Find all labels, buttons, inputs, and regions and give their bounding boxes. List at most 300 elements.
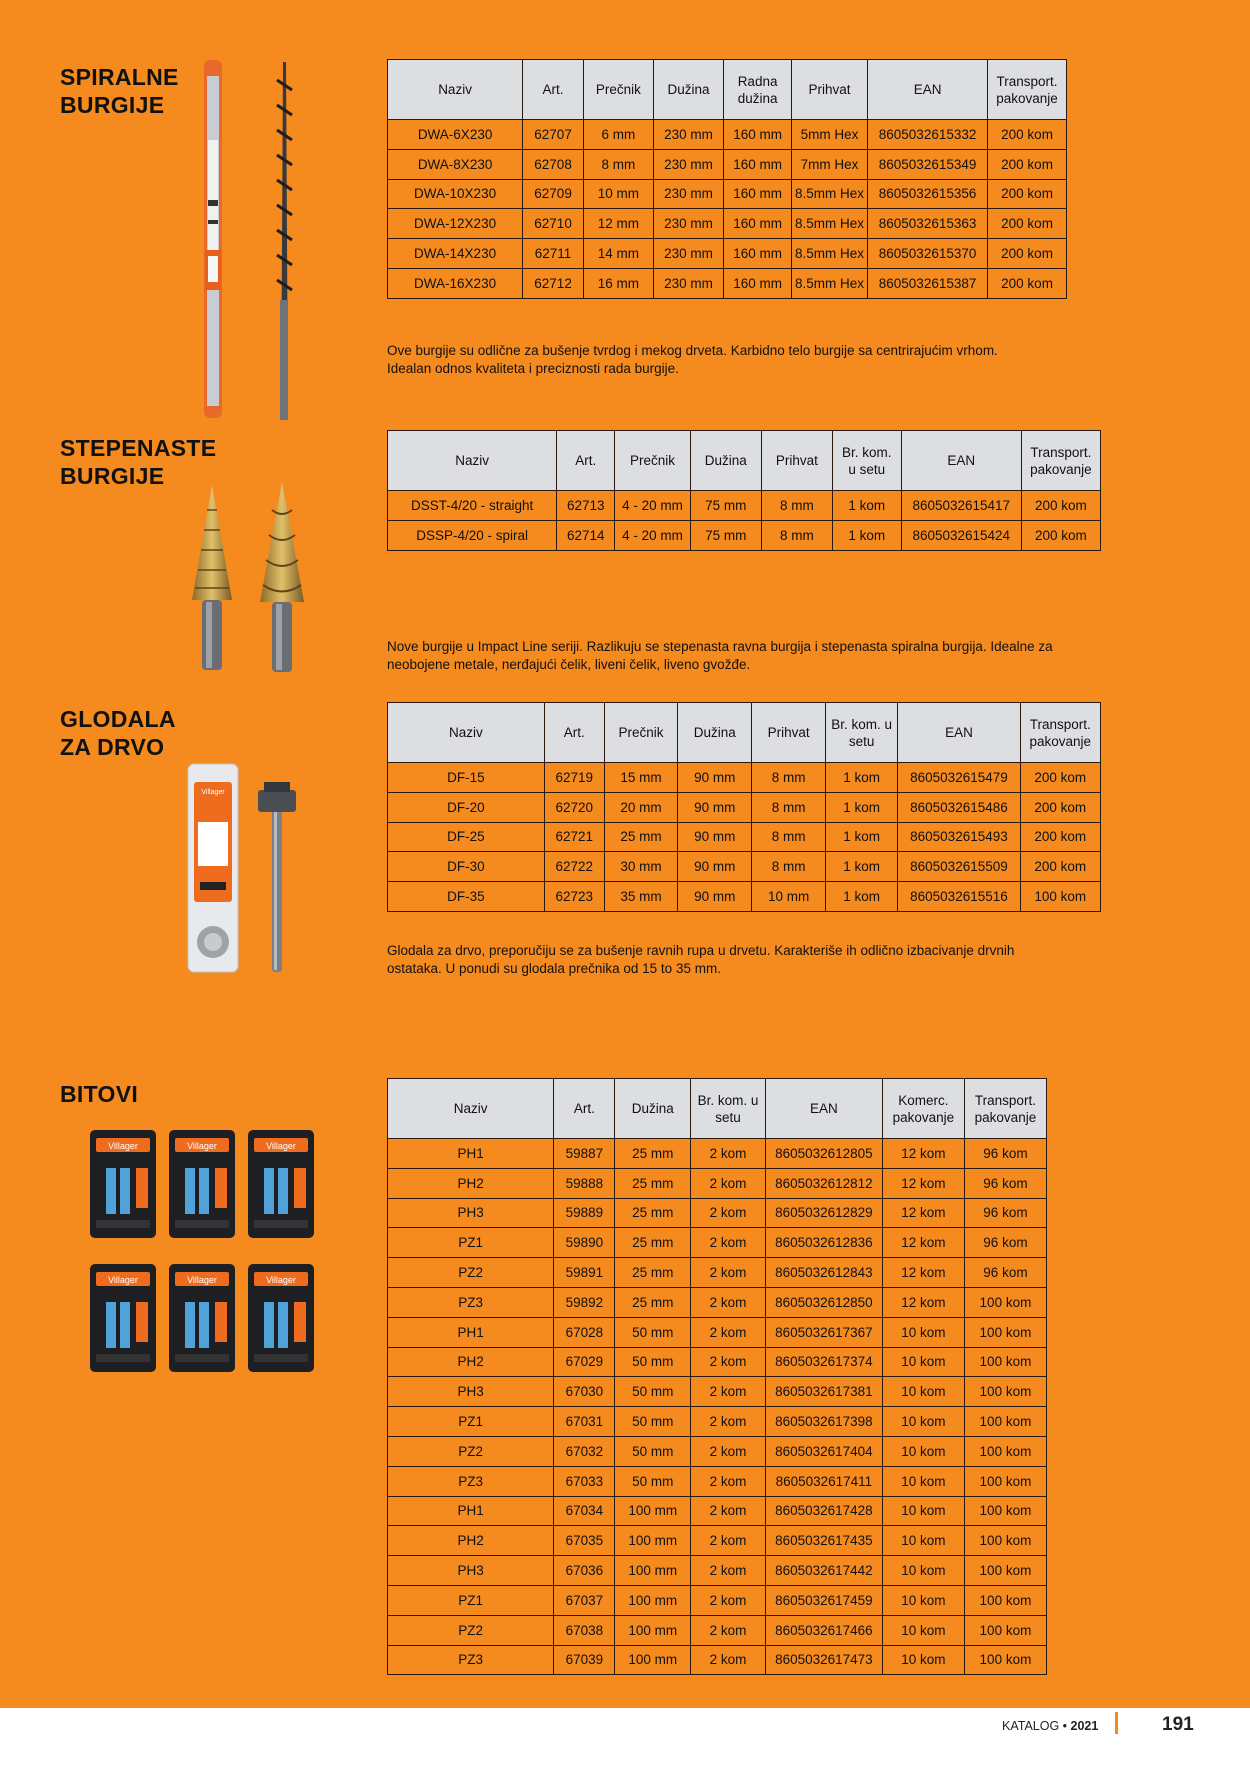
table-cell: 62713 xyxy=(557,491,615,521)
table-cell: 8605032612836 xyxy=(765,1228,882,1258)
table-cell: DF-30 xyxy=(388,852,545,882)
table-cell: PH2 xyxy=(388,1347,554,1377)
table-cell: 200 kom xyxy=(1020,763,1100,793)
table-header-row xyxy=(388,60,1067,120)
table-row xyxy=(388,1258,1047,1288)
table-row xyxy=(388,491,1101,521)
table-row xyxy=(388,1168,1047,1198)
page-footer xyxy=(0,1708,1250,1768)
table-cell: 1 kom xyxy=(832,520,901,550)
table-cell: 100 kom xyxy=(964,1436,1046,1466)
table-cell: 8605032617435 xyxy=(765,1526,882,1556)
table-cell: 59892 xyxy=(554,1287,615,1317)
table-cell: 8605032615370 xyxy=(868,239,988,269)
table-cell: 10 kom xyxy=(882,1466,964,1496)
table-cell: 25 mm xyxy=(615,1139,691,1169)
table-row xyxy=(388,1407,1047,1437)
table-cell: 100 mm xyxy=(615,1526,691,1556)
table-cell: PZ2 xyxy=(388,1258,554,1288)
table-cell: 8605032615417 xyxy=(901,491,1021,521)
stepenaste-burgije-description xyxy=(387,638,1053,674)
table-cell: 62709 xyxy=(523,179,584,209)
title-line: STEPENASTE xyxy=(60,435,217,461)
package-brand-logo: Villager xyxy=(201,789,225,796)
table-cell: DWA-12X230 xyxy=(388,209,523,239)
table-cell: 200 kom xyxy=(988,268,1067,298)
table-cell: 100 mm xyxy=(615,1645,691,1675)
table-cell: PZ3 xyxy=(388,1466,554,1496)
table-cell: 59890 xyxy=(554,1228,615,1258)
title-line: BURGIJE xyxy=(60,92,165,118)
column-header: Art. xyxy=(557,431,615,491)
table-cell: 67028 xyxy=(554,1317,615,1347)
table-cell: 200 kom xyxy=(988,120,1067,150)
table-cell: 50 mm xyxy=(615,1317,691,1347)
table-cell: 12 kom xyxy=(882,1287,964,1317)
table-cell: DSSP-4/20 - spiral xyxy=(388,520,557,550)
table-row xyxy=(388,209,1067,239)
table-cell: DF-20 xyxy=(388,792,545,822)
column-header: Dužina xyxy=(653,60,723,120)
table-cell: 10 kom xyxy=(882,1585,964,1615)
table-cell: 62708 xyxy=(523,149,584,179)
table-cell: 50 mm xyxy=(615,1436,691,1466)
table-cell: PZ1 xyxy=(388,1407,554,1437)
table-cell: 8605032617404 xyxy=(765,1436,882,1466)
table-cell: 8 mm xyxy=(752,763,826,793)
table-cell: 8 mm xyxy=(752,852,826,882)
table-cell: 2 kom xyxy=(691,1556,766,1586)
table-cell: 25 mm xyxy=(615,1287,691,1317)
table-cell: 12 kom xyxy=(882,1228,964,1258)
table-cell: 62723 xyxy=(544,882,604,912)
table-cell: 62721 xyxy=(544,822,604,852)
table-cell: 10 kom xyxy=(882,1436,964,1466)
table-cell: 8605032612812 xyxy=(765,1168,882,1198)
package-brand-logo: Villager xyxy=(187,1275,217,1285)
table-cell: 8605032615349 xyxy=(868,149,988,179)
table-row xyxy=(388,1228,1047,1258)
table-cell: 10 kom xyxy=(882,1526,964,1556)
table-cell: 96 kom xyxy=(964,1168,1046,1198)
table-cell: 4 - 20 mm xyxy=(615,491,691,521)
section-title-glodala-za-drvo xyxy=(60,705,176,761)
table-row xyxy=(388,763,1101,793)
column-header: Prihvat xyxy=(792,60,868,120)
column-header: Naziv xyxy=(388,431,557,491)
table-cell: 100 kom xyxy=(964,1496,1046,1526)
table-cell: 100 kom xyxy=(964,1347,1046,1377)
table-cell: 75 mm xyxy=(690,520,761,550)
table-row xyxy=(388,179,1067,209)
table-cell: 2 kom xyxy=(691,1287,766,1317)
table-cell: 100 mm xyxy=(615,1585,691,1615)
table-cell: 10 kom xyxy=(882,1615,964,1645)
table-header-row xyxy=(388,431,1101,491)
table-cell: PZ2 xyxy=(388,1615,554,1645)
description-line: neobojene metale, nerđajući čelik, liveni čelik, liveno gvožđe. xyxy=(387,657,751,672)
table-cell: 10 kom xyxy=(882,1645,964,1675)
table-cell: 230 mm xyxy=(653,179,723,209)
table-row xyxy=(388,1466,1047,1496)
table-cell: 96 kom xyxy=(964,1198,1046,1228)
table-cell: 67032 xyxy=(554,1436,615,1466)
table-cell: 100 kom xyxy=(964,1287,1046,1317)
table-cell: 2 kom xyxy=(691,1228,766,1258)
column-header: Komerc. pakovanje xyxy=(882,1079,964,1139)
column-header: Dužina xyxy=(690,431,761,491)
table-row xyxy=(388,149,1067,179)
table-cell: 200 kom xyxy=(1020,852,1100,882)
table-cell: 100 kom xyxy=(964,1317,1046,1347)
table-cell: 8605032615387 xyxy=(868,268,988,298)
table-row xyxy=(388,239,1067,269)
description-line: Nove burgije u Impact Line seriji. Razlikuju se stepenasta ravna burgija i stepenasta spiralna burgija. Idealne za xyxy=(387,639,1053,654)
stepenaste-burgije-table xyxy=(387,430,1101,551)
table-cell: 160 mm xyxy=(724,209,792,239)
table-cell: 8605032617442 xyxy=(765,1556,882,1586)
table-cell: PZ3 xyxy=(388,1645,554,1675)
table-cell: PZ3 xyxy=(388,1287,554,1317)
table-cell: 8605032612805 xyxy=(765,1139,882,1169)
table-cell: 5mm Hex xyxy=(792,120,868,150)
table-cell: 12 kom xyxy=(882,1258,964,1288)
table-cell: 8605032615363 xyxy=(868,209,988,239)
spiralne-burgije-description xyxy=(387,342,998,378)
table-cell: 8605032617374 xyxy=(765,1347,882,1377)
table-cell: PH1 xyxy=(388,1139,554,1169)
table-cell: 59888 xyxy=(554,1168,615,1198)
table-cell: 59889 xyxy=(554,1198,615,1228)
table-cell: 8605032617398 xyxy=(765,1407,882,1437)
column-header: Prihvat xyxy=(761,431,832,491)
table-cell: 160 mm xyxy=(724,120,792,150)
table-cell: 230 mm xyxy=(653,268,723,298)
table-cell: 8605032617459 xyxy=(765,1585,882,1615)
table-cell: 1 kom xyxy=(826,763,898,793)
screwdriver-bit-packs-image xyxy=(88,1128,318,1378)
table-row xyxy=(388,1287,1047,1317)
table-cell: 10 mm xyxy=(583,179,653,209)
table-cell: 8605032617428 xyxy=(765,1496,882,1526)
catalog-year: 2021 xyxy=(1070,1719,1099,1733)
table-cell: DWA-14X230 xyxy=(388,239,523,269)
bit-pack xyxy=(169,1130,235,1238)
table-cell: 8605032615424 xyxy=(901,520,1021,550)
table-cell: 8605032617473 xyxy=(765,1645,882,1675)
package-brand-logo: Villager xyxy=(266,1275,296,1285)
table-cell: DSST-4/20 - straight xyxy=(388,491,557,521)
table-cell: 90 mm xyxy=(678,852,752,882)
table-cell: 6 mm xyxy=(583,120,653,150)
table-cell: 67033 xyxy=(554,1466,615,1496)
table-row xyxy=(388,1377,1047,1407)
table-cell: 2 kom xyxy=(691,1258,766,1288)
table-cell: 100 mm xyxy=(615,1556,691,1586)
footer-catalog-label: KATALOG • 2021 xyxy=(1002,1719,1099,1733)
table-cell: 8605032615516 xyxy=(898,882,1020,912)
table-cell: 90 mm xyxy=(678,882,752,912)
table-cell: 67029 xyxy=(554,1347,615,1377)
glodala-za-drvo-table xyxy=(387,702,1101,912)
table-row xyxy=(388,1347,1047,1377)
table-cell: 8 mm xyxy=(752,792,826,822)
table-cell: 8605032615486 xyxy=(898,792,1020,822)
column-header: Radna dužina xyxy=(724,60,792,120)
table-cell: 2 kom xyxy=(691,1198,766,1228)
table-cell: 8605032617381 xyxy=(765,1377,882,1407)
table-cell: 25 mm xyxy=(615,1168,691,1198)
bit-pack xyxy=(90,1264,156,1372)
table-cell: PH3 xyxy=(388,1198,554,1228)
table-cell: 2 kom xyxy=(691,1377,766,1407)
table-cell: 67034 xyxy=(554,1496,615,1526)
table-cell: 8605032615479 xyxy=(898,763,1020,793)
table-cell: 10 kom xyxy=(882,1347,964,1377)
column-header: Prečnik xyxy=(583,60,653,120)
table-cell: 1 kom xyxy=(826,882,898,912)
table-cell: 100 kom xyxy=(964,1556,1046,1586)
table-cell: 75 mm xyxy=(690,491,761,521)
column-header: Art. xyxy=(554,1079,615,1139)
table-cell: DF-25 xyxy=(388,822,545,852)
bit-pack xyxy=(90,1130,156,1238)
table-row xyxy=(388,822,1101,852)
package-brand-logo: Villager xyxy=(187,1141,217,1151)
column-header: Dužina xyxy=(615,1079,691,1139)
column-header: EAN xyxy=(868,60,988,120)
package-brand-logo: Villager xyxy=(266,1141,296,1151)
table-row xyxy=(388,268,1067,298)
bit-pack xyxy=(248,1264,314,1372)
section-title-bitovi xyxy=(60,1080,138,1108)
table-cell: DF-35 xyxy=(388,882,545,912)
bitovi-table xyxy=(387,1078,1047,1675)
table-cell: 25 mm xyxy=(615,1198,691,1228)
page-number: 191 xyxy=(1162,1714,1194,1735)
table-cell: 100 kom xyxy=(964,1377,1046,1407)
column-header: Prečnik xyxy=(604,703,678,763)
table-row xyxy=(388,792,1101,822)
table-cell: 200 kom xyxy=(988,209,1067,239)
table-row xyxy=(388,1645,1047,1675)
table-cell: 8605032617411 xyxy=(765,1466,882,1496)
table-cell: 2 kom xyxy=(691,1317,766,1347)
table-cell: 8 mm xyxy=(583,149,653,179)
table-cell: 12 kom xyxy=(882,1198,964,1228)
table-cell: DWA-6X230 xyxy=(388,120,523,150)
table-cell: PH2 xyxy=(388,1526,554,1556)
table-cell: 10 mm xyxy=(752,882,826,912)
table-cell: 1 kom xyxy=(832,491,901,521)
table-cell: 10 kom xyxy=(882,1496,964,1526)
table-cell: 1 kom xyxy=(826,792,898,822)
table-cell: DWA-16X230 xyxy=(388,268,523,298)
table-cell: PH1 xyxy=(388,1317,554,1347)
table-cell: 10 kom xyxy=(882,1556,964,1586)
table-cell: 8.5mm Hex xyxy=(792,268,868,298)
table-cell: 200 kom xyxy=(988,179,1067,209)
table-cell: 200 kom xyxy=(988,239,1067,269)
description-line: Glodala za drvo, preporučiju se za bušenje ravnih rupa u drvetu. Karakteriše ih odlično izbacivanje drvnih xyxy=(387,943,1015,958)
table-row xyxy=(388,1496,1047,1526)
table-cell: 2 kom xyxy=(691,1347,766,1377)
table-cell: PH2 xyxy=(388,1168,554,1198)
table-cell: 62711 xyxy=(523,239,584,269)
table-row xyxy=(388,1556,1047,1586)
table-cell: 2 kom xyxy=(691,1615,766,1645)
table-cell: 8605032617367 xyxy=(765,1317,882,1347)
table-cell: 230 mm xyxy=(653,239,723,269)
table-cell: 2 kom xyxy=(691,1168,766,1198)
table-cell: DWA-10X230 xyxy=(388,179,523,209)
table-cell: 10 kom xyxy=(882,1377,964,1407)
table-cell: 160 mm xyxy=(724,268,792,298)
table-cell: 90 mm xyxy=(678,822,752,852)
table-cell: 14 mm xyxy=(583,239,653,269)
table-cell: 8.5mm Hex xyxy=(792,179,868,209)
table-cell: 8.5mm Hex xyxy=(792,239,868,269)
table-row xyxy=(388,1139,1047,1169)
table-cell: 67036 xyxy=(554,1556,615,1586)
bit-pack xyxy=(248,1130,314,1238)
table-row xyxy=(388,1436,1047,1466)
table-cell: 8 mm xyxy=(752,822,826,852)
table-cell: 62707 xyxy=(523,120,584,150)
package-brand-logo: Villager xyxy=(108,1141,138,1151)
table-row xyxy=(388,1526,1047,1556)
table-cell: DF-15 xyxy=(388,763,545,793)
table-cell: PH3 xyxy=(388,1556,554,1586)
table-cell: 67038 xyxy=(554,1615,615,1645)
table-cell: 12 kom xyxy=(882,1168,964,1198)
column-header: Art. xyxy=(523,60,584,120)
table-cell: 160 mm xyxy=(724,149,792,179)
column-header: Prihvat xyxy=(752,703,826,763)
column-header: EAN xyxy=(901,431,1021,491)
table-row xyxy=(388,1615,1047,1645)
table-header-row xyxy=(388,703,1101,763)
column-header: EAN xyxy=(765,1079,882,1139)
table-cell: 25 mm xyxy=(604,822,678,852)
table-cell: 59887 xyxy=(554,1139,615,1169)
table-cell: 67031 xyxy=(554,1407,615,1437)
table-cell: 2 kom xyxy=(691,1139,766,1169)
table-cell: 50 mm xyxy=(615,1466,691,1496)
column-header: Naziv xyxy=(388,703,545,763)
section-title-spiralne-burgije xyxy=(60,63,179,119)
table-cell: 35 mm xyxy=(604,882,678,912)
table-row xyxy=(388,120,1067,150)
bit-pack xyxy=(169,1264,235,1372)
table-cell: 200 kom xyxy=(1021,491,1100,521)
table-row xyxy=(388,1317,1047,1347)
table-cell: 100 kom xyxy=(964,1526,1046,1556)
table-cell: 100 kom xyxy=(964,1645,1046,1675)
column-header: Art. xyxy=(544,703,604,763)
table-header-row xyxy=(388,1079,1047,1139)
spiralne-burgije-table xyxy=(387,59,1067,299)
table-cell: 50 mm xyxy=(615,1347,691,1377)
table-cell: 50 mm xyxy=(615,1407,691,1437)
table-row xyxy=(388,520,1101,550)
table-row xyxy=(388,852,1101,882)
table-cell: PH3 xyxy=(388,1377,554,1407)
table-cell: 100 mm xyxy=(615,1496,691,1526)
table-cell: 8605032612829 xyxy=(765,1198,882,1228)
table-cell: 230 mm xyxy=(653,209,723,239)
column-header: Transport. pakovanje xyxy=(964,1079,1046,1139)
table-cell: 8.5mm Hex xyxy=(792,209,868,239)
table-cell: 62714 xyxy=(557,520,615,550)
table-cell: 7mm Hex xyxy=(792,149,868,179)
title-line: ZA DRVO xyxy=(60,734,165,760)
table-row xyxy=(388,882,1101,912)
table-cell: PZ1 xyxy=(388,1585,554,1615)
column-header: Br. kom. u setu xyxy=(691,1079,766,1139)
table-cell: 200 kom xyxy=(988,149,1067,179)
table-cell: 160 mm xyxy=(724,239,792,269)
auger-drill-bits-image xyxy=(195,60,305,425)
table-cell: 230 mm xyxy=(653,120,723,150)
table-cell: 62720 xyxy=(544,792,604,822)
table-cell: 62722 xyxy=(544,852,604,882)
table-cell: 10 kom xyxy=(882,1407,964,1437)
table-cell: PH1 xyxy=(388,1496,554,1526)
package-brand-logo: Villager xyxy=(108,1275,138,1285)
table-cell: 100 mm xyxy=(615,1615,691,1645)
table-cell: 30 mm xyxy=(604,852,678,882)
column-header: Dužina xyxy=(678,703,752,763)
table-cell: 8605032617466 xyxy=(765,1615,882,1645)
table-cell: 15 mm xyxy=(604,763,678,793)
table-cell: 67039 xyxy=(554,1645,615,1675)
table-cell: 2 kom xyxy=(691,1436,766,1466)
title-line: BURGIJE xyxy=(60,463,165,489)
title-line: BITOVI xyxy=(60,1081,139,1107)
column-header: Br. kom. u setu xyxy=(832,431,901,491)
table-cell: 8605032615493 xyxy=(898,822,1020,852)
table-cell: 62712 xyxy=(523,268,584,298)
catalog-text: KATALOG xyxy=(1002,1719,1060,1733)
title-line: SPIRALNE xyxy=(60,64,179,90)
table-cell: 100 kom xyxy=(964,1407,1046,1437)
column-header: Br. kom. u setu xyxy=(826,703,898,763)
table-cell: 10 kom xyxy=(882,1317,964,1347)
forstner-bit-package-image xyxy=(180,762,310,977)
description-line: ostataka. U ponudi su glodala prečnika od 15 to 35 mm. xyxy=(387,961,721,976)
table-cell: 8605032615509 xyxy=(898,852,1020,882)
table-cell: 59891 xyxy=(554,1258,615,1288)
table-cell: 20 mm xyxy=(604,792,678,822)
footer-divider xyxy=(1115,1712,1118,1734)
column-header: Transport. pakovanje xyxy=(1020,703,1100,763)
table-cell: 2 kom xyxy=(691,1407,766,1437)
column-header: EAN xyxy=(898,703,1020,763)
table-row xyxy=(388,1585,1047,1615)
table-cell: 25 mm xyxy=(615,1228,691,1258)
table-cell: 8605032615332 xyxy=(868,120,988,150)
table-cell: 16 mm xyxy=(583,268,653,298)
table-cell: 96 kom xyxy=(964,1139,1046,1169)
step-drill-bits-image xyxy=(180,480,320,675)
table-cell: 90 mm xyxy=(678,763,752,793)
table-cell: DWA-8X230 xyxy=(388,149,523,179)
table-cell: 96 kom xyxy=(964,1228,1046,1258)
table-cell: 4 - 20 mm xyxy=(615,520,691,550)
table-cell: 67037 xyxy=(554,1585,615,1615)
table-cell: 90 mm xyxy=(678,792,752,822)
